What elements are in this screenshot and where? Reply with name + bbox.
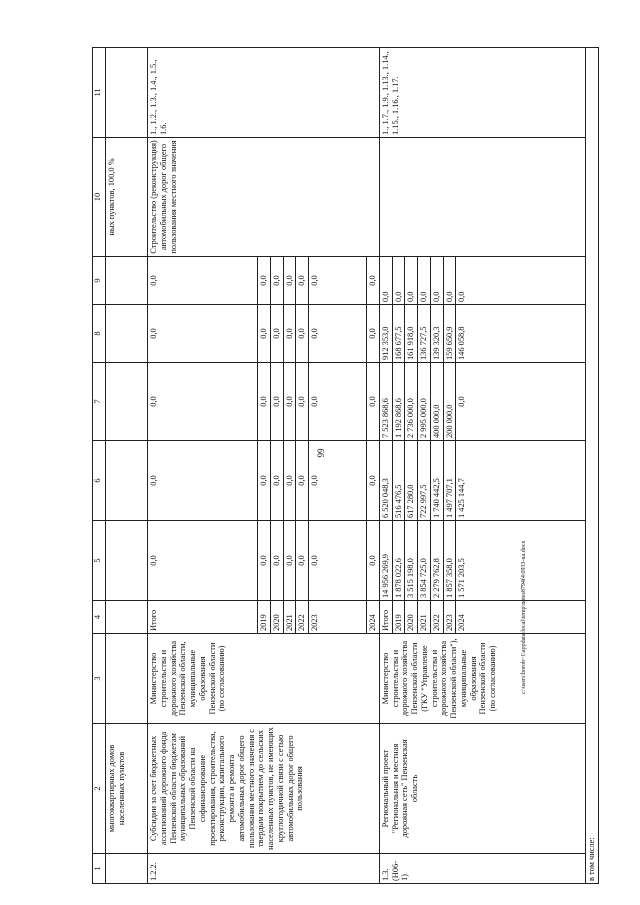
value-cell: 200 000,0 (443, 363, 456, 441)
value-cell: 159 650,9 (443, 305, 456, 363)
executor: Министерство строительства и дорожного хозяйства Пензенской области (ГКУ "Управление строительства и дорожного хозяйства Пензенской области"), муниципальные образования Пензенской области (по согласованию) (379, 634, 586, 724)
value-cell: 136 727,5 (418, 305, 431, 363)
value-cell: 400 000,0 (430, 363, 443, 441)
value-cell: 0,0 (283, 305, 296, 363)
value-cell: 0,0 (309, 305, 367, 363)
subtotal-label-row (586, 48, 599, 884)
value-cell: 0,0 (148, 441, 258, 521)
value-cell: 7 523 868,6 (379, 363, 392, 441)
year-cell: 2023 (443, 601, 456, 634)
value-cell: 2 995 000,0 (418, 363, 431, 441)
value-cell: 0,0 (367, 257, 380, 305)
value-cell: 0,0 (283, 521, 296, 601)
value-cell: 617 280,0 (405, 441, 418, 521)
value-cell: 0,0 (296, 521, 309, 601)
value-cell: 1 497 707,1 (443, 441, 456, 521)
value-cell: 161 918,0 (405, 305, 418, 363)
value-cell: 0,0 (270, 305, 283, 363)
col-header-10: 10 (93, 138, 106, 257)
value-cell: 0,0 (367, 305, 380, 363)
col-header-9: 9 (93, 257, 106, 305)
expected-result: Строительство (реконструкция) автомобильных дорог общего пользования местного значения (148, 138, 380, 257)
year-cell: 2023 (309, 601, 367, 634)
value-cell: 0,0 (296, 363, 309, 441)
value-cell: 1 878 022,6 (392, 521, 405, 601)
table-row (148, 48, 258, 884)
col-header-5: 5 (93, 521, 106, 601)
value-cell: 0,0 (405, 257, 418, 305)
value-cell: 1 425 144,7 (456, 441, 586, 521)
value-cell: 139 320,3 (430, 305, 443, 363)
year-cell: Итого (148, 601, 258, 634)
col-header-7: 7 (93, 363, 106, 441)
value-cell: 0,0 (270, 257, 283, 305)
value-cell: 3 515 198,0 (405, 521, 418, 601)
continuation-target: ных пунктов, 100,0 % (106, 138, 148, 257)
value-cell: 0,0 (148, 521, 258, 601)
col-header-1: 1 (93, 854, 106, 884)
value-cell: 0,0 (309, 441, 367, 521)
value-cell: 0,0 (148, 257, 258, 305)
column-number-row (93, 48, 106, 884)
value-cell: 0,0 (392, 257, 405, 305)
value-cell: 6 520 048,3 (379, 441, 392, 521)
value-cell: 0,0 (430, 257, 443, 305)
value-cell: 2 279 762,8 (430, 521, 443, 601)
value-cell: 722 997,5 (418, 441, 431, 521)
measure-name: Субсидии за счет бюджетных ассигнований дорожного фонда Пензенской области бюджетам муниципальных образований Пензенской области на софинансирование проектирования, строительства, реконструкции, капитального ремонта и ремонта автомобильных дорог общего пользования местного значения с твердым покрытием до сельских населенных пунктов, не имеющих круглогодичной связи с сетью автомобильных дорог общего пользования (148, 724, 380, 854)
value-cell: 1 740 442,5 (430, 441, 443, 521)
value-cell: 1 571 203,5 (456, 521, 586, 601)
program-table-sheet (92, 48, 597, 884)
col-header-2: 2 (93, 724, 106, 854)
value-cell: 0,0 (283, 257, 296, 305)
value-cell: 0,0 (270, 363, 283, 441)
value-cell: 516 476,5 (392, 441, 405, 521)
value-cell: 0,0 (270, 521, 283, 601)
value-cell: 1 857 358,0 (443, 521, 456, 601)
row-number: 1.2.2. (148, 854, 380, 884)
table-row (379, 48, 392, 884)
value-cell: 0,0 (296, 441, 309, 521)
value-cell: 0,0 (283, 363, 296, 441)
value-cell: 0,0 (270, 441, 283, 521)
year-cell: 2020 (270, 601, 283, 634)
row-number: 1.3. (Н06-1) (379, 854, 586, 884)
value-cell: 0,0 (309, 257, 367, 305)
value-cell: 0,0 (309, 363, 367, 441)
value-cell: 0,0 (456, 257, 586, 305)
value-cell: 0,0 (367, 363, 380, 441)
value-cell: 0,0 (367, 521, 380, 601)
continuation-row (106, 48, 148, 884)
col-header-8: 8 (93, 305, 106, 363)
value-cell: 0,0 (148, 363, 258, 441)
file-path-footer: c:\users\borob~1\appdata\local\temp\notes8794f4\0933-ua.docx (521, 540, 527, 694)
page-number: 99 (316, 448, 326, 458)
value-cell: 0,0 (367, 441, 380, 521)
year-cell: 2019 (258, 601, 271, 634)
continuation-name: многоквартирных домов населенных пунктов (106, 724, 148, 854)
value-cell: 168 677,5 (392, 305, 405, 363)
value-cell: 0,0 (296, 305, 309, 363)
program-table (92, 47, 599, 884)
value-cell: 0,0 (258, 521, 271, 601)
value-cell: 0,0 (258, 441, 271, 521)
indicator-links: 1., 1.2., 1.3., 1.4., 1.5., 1.6. (148, 48, 380, 138)
value-cell: 0,0 (283, 441, 296, 521)
value-cell: 0,0 (379, 257, 392, 305)
col-header-4: 4 (93, 601, 106, 634)
year-cell: 2024 (456, 601, 586, 634)
value-cell: 0,0 (258, 305, 271, 363)
in-that-number-label: в том числе: (586, 48, 599, 884)
col-header-11: 11 (93, 48, 106, 138)
value-cell: 1 192 868,6 (392, 363, 405, 441)
value-cell: 146 058,8 (456, 305, 586, 363)
value-cell: 0,0 (258, 257, 271, 305)
measure-name: Региональный проект "Региональная и местная дорожная сеть" Пензенская область (379, 724, 586, 854)
value-cell: 14 956 269,9 (379, 521, 392, 601)
year-cell: 2022 (430, 601, 443, 634)
year-cell: Итого (379, 601, 392, 634)
year-cell: 2022 (296, 601, 309, 634)
col-header-6: 6 (93, 441, 106, 521)
value-cell: 0,0 (296, 257, 309, 305)
value-cell: 0,0 (258, 363, 271, 441)
year-cell: 2024 (367, 601, 380, 634)
value-cell: 0,0 (148, 305, 258, 363)
value-cell: 912 353,0 (379, 305, 392, 363)
value-cell: 2 736 000,0 (405, 363, 418, 441)
year-cell: 2021 (283, 601, 296, 634)
indicator-links: 1., 1.7., 1.9., 1.13., 1.14., 1.15., 1.16., 1.17. (379, 48, 586, 138)
year-cell: 2021 (418, 601, 431, 634)
value-cell: 0,0 (443, 257, 456, 305)
year-cell: 2020 (405, 601, 418, 634)
executor: Министерство строительства и дорожного хозяйства Пензенской области, муниципальные образования Пензенской области (по согласованию) (148, 634, 380, 724)
value-cell: 0,0 (309, 521, 367, 601)
year-cell: 2019 (392, 601, 405, 634)
col-header-3: 3 (93, 634, 106, 724)
value-cell: 3 854 725,0 (418, 521, 431, 601)
value-cell: 0,0 (418, 257, 431, 305)
value-cell: 0,0 (456, 363, 586, 441)
